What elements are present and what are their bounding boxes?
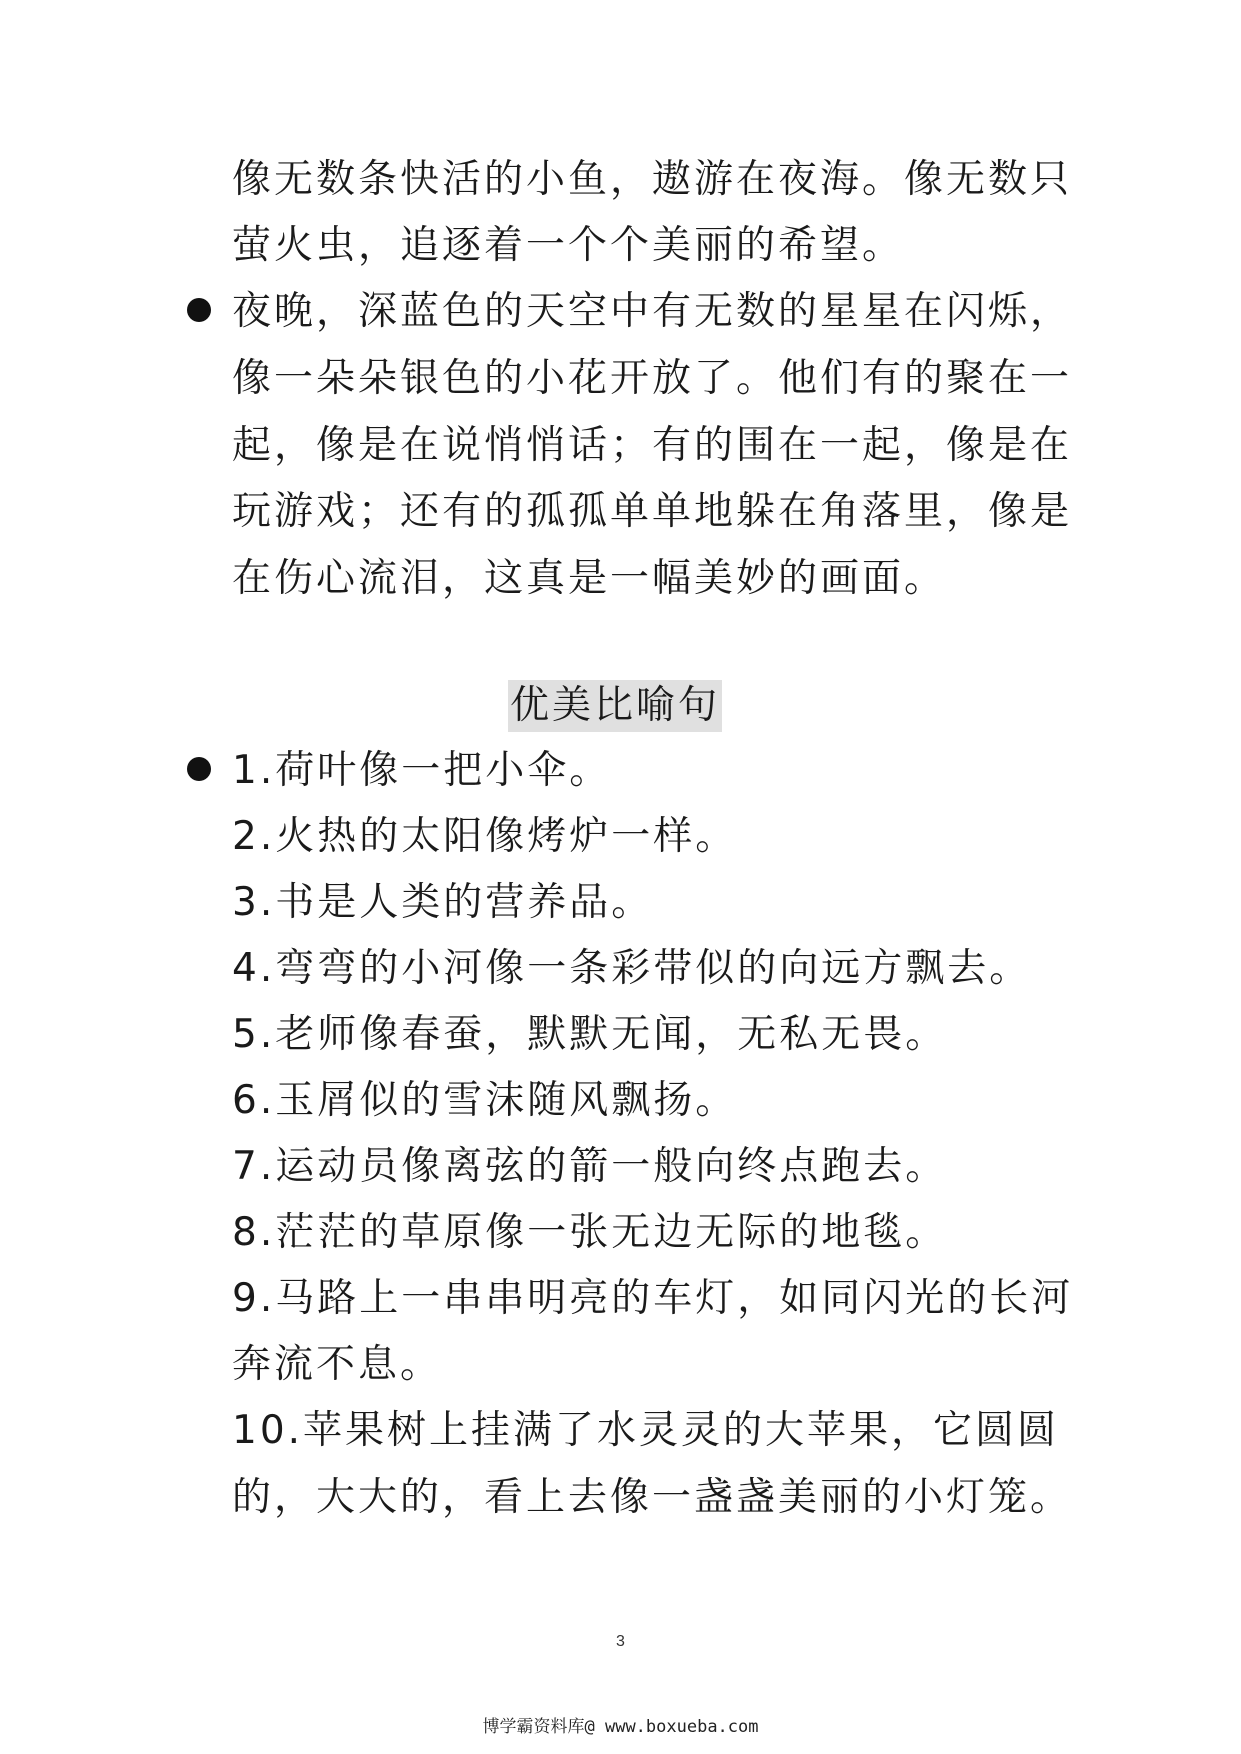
item-text: 马路上一串串明亮的车灯，如同闪光的长河 — [275, 1276, 1074, 1321]
list-item — [232, 1210, 948, 1255]
list-item — [232, 814, 738, 859]
list-item — [232, 1078, 738, 1123]
item-number: 7. — [232, 1144, 276, 1189]
item-text: 火热的太阳像烤炉一样。 — [275, 814, 738, 859]
item-text: 苹果树上挂满了水灵灵的大苹果，它圆圆 — [303, 1408, 1060, 1453]
item-number: 6. — [232, 1078, 276, 1123]
list-item — [232, 748, 612, 793]
list-item — [232, 1408, 1060, 1453]
bullet-icon — [187, 298, 211, 322]
list-item — [232, 880, 654, 925]
item-text: 弯弯的小河像一条彩带似的向远方飘去。 — [275, 946, 1032, 991]
list-item — [232, 946, 1032, 991]
list-item — [232, 1012, 948, 1057]
item-number: 10. — [232, 1408, 304, 1453]
item-text: 茫茫的草原像一张无边无际的地毯。 — [275, 1210, 948, 1255]
item-text: 老师像春蚕，默默无闻，无私无畏。 — [275, 1012, 948, 1057]
item-text: 书是人类的营养品。 — [275, 880, 654, 925]
item-number: 1. — [232, 748, 276, 793]
page-number: 3 — [616, 1633, 625, 1650]
text-line: 像一朵朵银色的小花开放了。他们有的聚在一 — [232, 356, 1073, 401]
item-number: 4. — [232, 946, 276, 991]
list-item-continuation: 奔流不息。 — [232, 1342, 443, 1387]
list-item — [232, 1276, 1074, 1321]
bullet-icon — [187, 757, 211, 781]
text-line: 玩游戏；还有的孤孤单单地躲在角落里，像是 — [232, 489, 1073, 534]
list-item-continuation: 的，大大的，看上去像一盏盏美丽的小灯笼。 — [232, 1475, 1073, 1520]
item-number: 8. — [232, 1210, 276, 1255]
item-text: 荷叶像一把小伞。 — [275, 748, 612, 793]
text-line: 萤火虫，追逐着一个个美丽的希望。 — [232, 223, 905, 268]
list-item — [232, 1144, 948, 1189]
item-number: 9. — [232, 1276, 276, 1321]
item-number: 2. — [232, 814, 276, 859]
text-line: 夜晚，深蓝色的天空中有无数的星星在闪烁， — [232, 289, 1073, 334]
item-text: 玉屑似的雪沫随风飘扬。 — [275, 1078, 738, 1123]
item-text: 运动员像离弦的箭一般向终点跑去。 — [275, 1144, 948, 1189]
text-line: 像无数条快活的小鱼，遨游在夜海。像无数只 — [232, 157, 1073, 202]
section-heading: 优美比喻句 — [508, 680, 722, 732]
text-line: 起，像是在说悄悄话；有的围在一起，像是在 — [232, 423, 1073, 468]
item-number: 5. — [232, 1012, 276, 1057]
footer-watermark: 博学霸资料库@ www.boxueba.com — [482, 1717, 759, 1737]
item-number: 3. — [232, 880, 276, 925]
text-line: 在伤心流泪，这真是一幅美妙的画面。 — [232, 556, 947, 601]
